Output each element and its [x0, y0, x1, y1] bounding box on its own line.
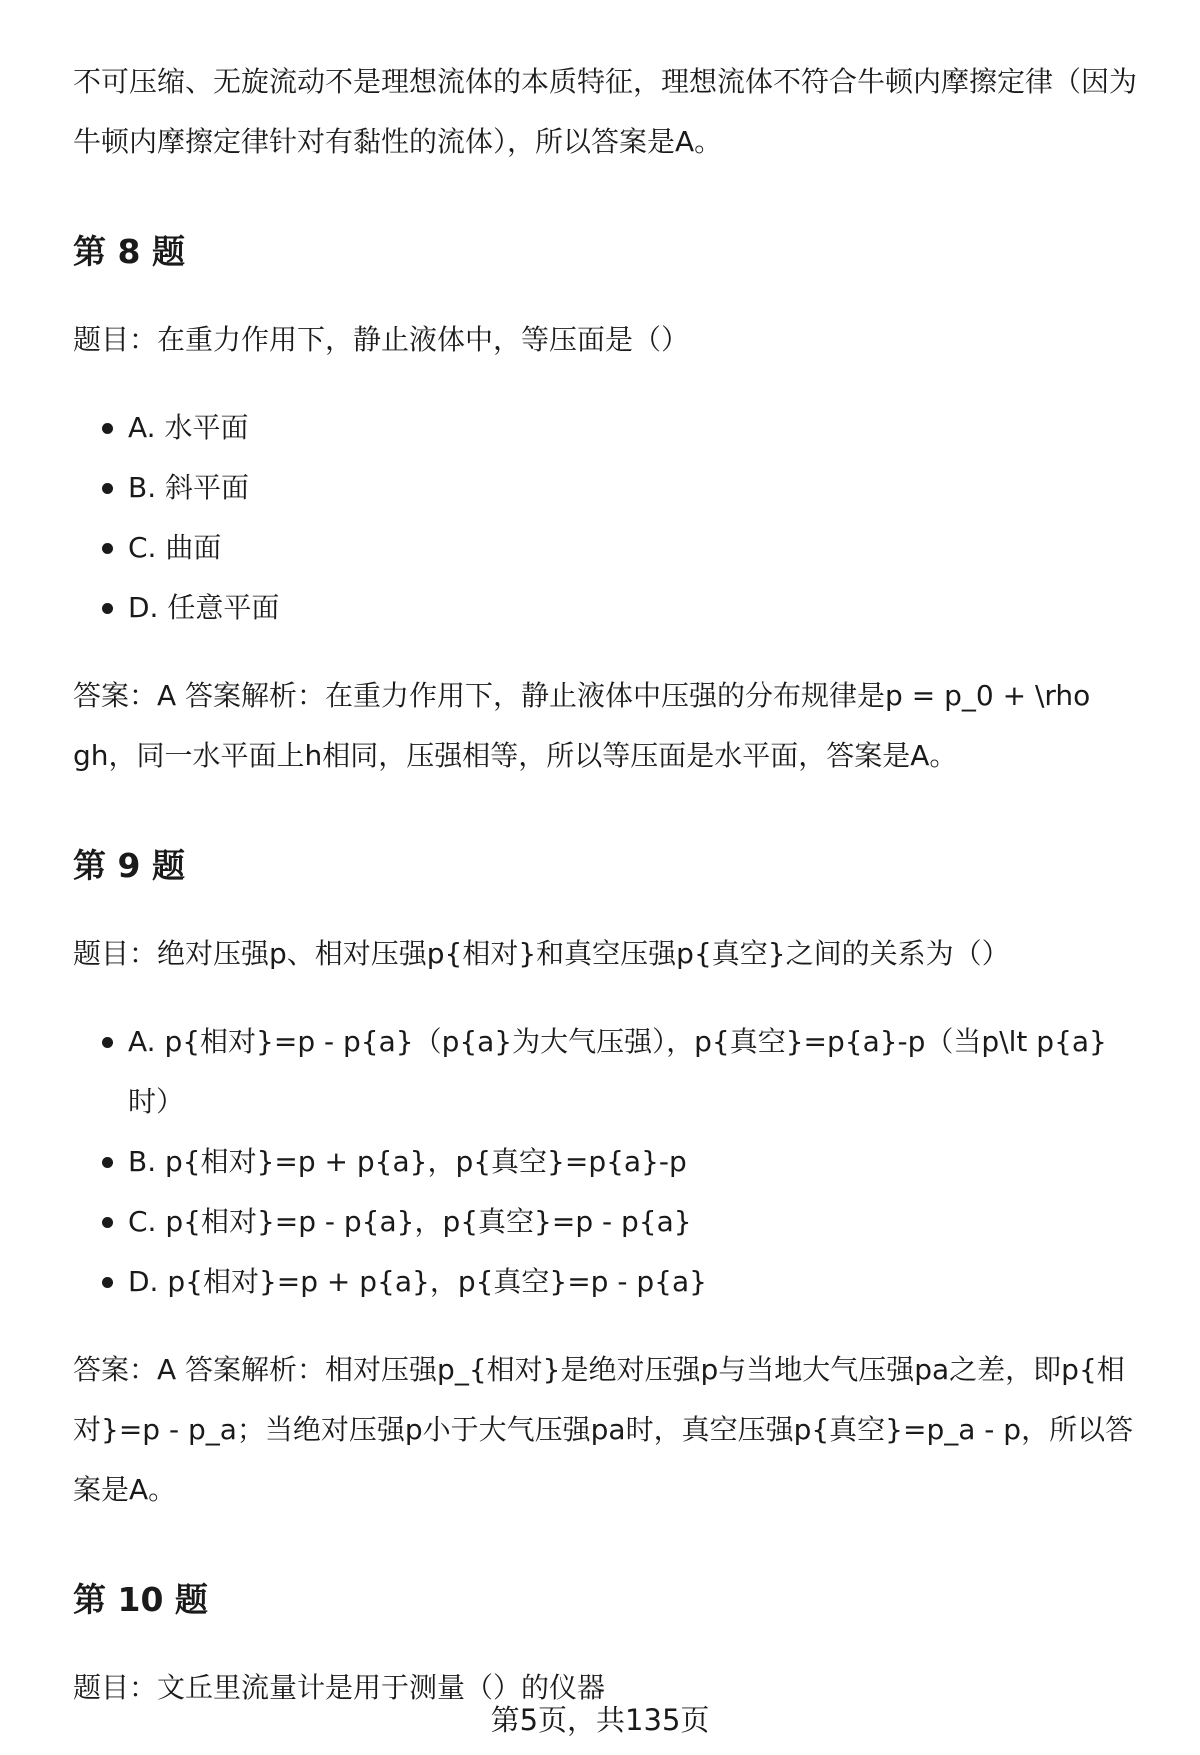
option-item: D. 任意平面	[128, 578, 1143, 638]
option-item: C. p{相对}=p - p{a}，p{真空}=p - p{a}	[128, 1192, 1143, 1252]
option-item: B. 斜平面	[128, 458, 1143, 518]
question-text: 题目：绝对压强p、相对压强p{相对}和真空压强p{真空}之间的关系为（）	[73, 937, 1010, 970]
intro-paragraph: 不可压缩、无旋流动不是理想流体的本质特征，理想流体不符合牛顿内摩擦定律（因为牛顿内摩擦定律针对有黏性的流体），所以答案是A。	[73, 65, 1138, 158]
page-number-footer: 第5页，共135页	[490, 1703, 710, 1737]
option-item: A. p{相对}=p - p{a}（p{a}为大气压强），p{真空}=p{a}-p（当p\lt p{a}时）	[128, 1012, 1143, 1132]
question-heading: 第 9 题	[73, 846, 185, 885]
answer-explanation: 答案：A 答案解析：相对压强p_{相对}是绝对压强p与当地大气压强pa之差，即p{相对}=p - p_a；当绝对压强p小于大气压强pa时，真空压强p{真空}=p_a - p，所以答案是A。	[73, 1353, 1134, 1506]
page-content	[73, 52, 1143, 1746]
option-item: A. 水平面	[128, 398, 1143, 458]
question-heading: 第 8 题	[73, 232, 185, 271]
question-text: 题目：文丘里流量计是用于测量（）的仪器	[73, 1671, 606, 1704]
question-10	[73, 1570, 1143, 1718]
option-item: C. 曲面	[128, 518, 1143, 578]
question-text: 题目：在重力作用下，静止液体中，等压面是（）	[73, 323, 690, 356]
option-list	[73, 1012, 1143, 1312]
option-item: B. p{相对}=p + p{a}，p{真空}=p{a}-p	[128, 1132, 1143, 1192]
question-heading: 第 10 题	[73, 1580, 208, 1619]
answer-explanation: 答案：A 答案解析：在重力作用下，静止液体中压强的分布规律是p = p_0 + \rho gh，同一水平面上h相同，压强相等，所以等压面是水平面，答案是A。	[73, 679, 1091, 772]
question-8	[73, 222, 1143, 786]
question-9	[73, 836, 1143, 1520]
option-item: D. p{相对}=p + p{a}，p{真空}=p - p{a}	[128, 1252, 1143, 1312]
option-list	[73, 398, 1143, 638]
